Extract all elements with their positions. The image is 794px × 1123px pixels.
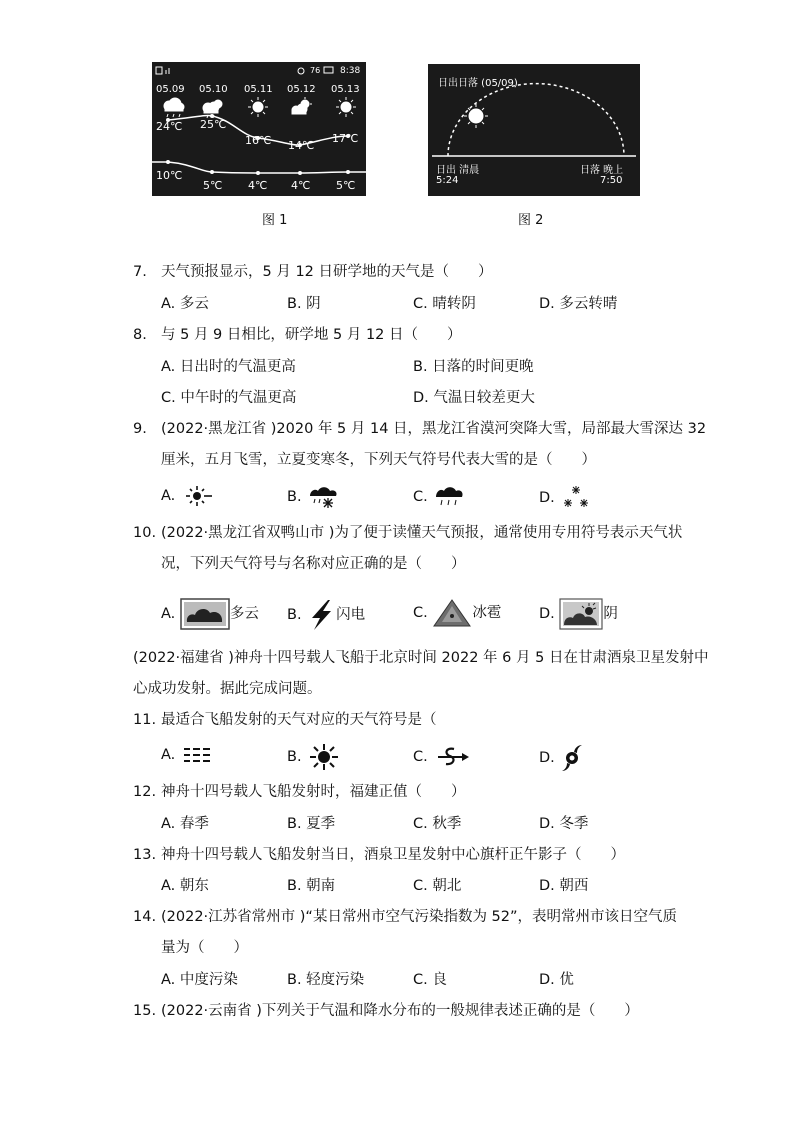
- option-b[interactable]: [287, 598, 365, 632]
- question-text-line-2: 厘米，五月飞雪，立夏变寒冬，下列天气符号代表大雪的是（ ）: [161, 452, 596, 468]
- question-text: (2022·云南省 )下列关于气温和降水分布的一般规律表述正确的是（ ）: [161, 1003, 639, 1019]
- option-a[interactable]: A. 春季: [161, 816, 209, 832]
- hail-icon: [432, 598, 472, 628]
- option-a[interactable]: A. 多云: [161, 296, 209, 312]
- fog-icon: [180, 745, 214, 765]
- option-a[interactable]: [161, 485, 214, 507]
- symbol-name: 多云: [229, 606, 259, 622]
- question-text-line-2: 量为（ ）: [161, 940, 248, 956]
- sunrise-time: 5:24: [436, 175, 459, 186]
- sun-chart-title: 日出日落 (05/09): [438, 78, 518, 89]
- question-number: 15.: [133, 1003, 157, 1019]
- option-d[interactable]: D. 冬季: [539, 816, 589, 832]
- sunset-time: 7:50: [600, 175, 623, 186]
- question-number: 13.: [133, 847, 157, 863]
- option-c[interactable]: C. 秋季: [413, 816, 462, 832]
- question-text-line-1: (2022·黑龙江省双鸭山市 )为了便于读懂天气预报，通常使用专用符号表示天气状: [161, 525, 683, 541]
- forecast-date: 05.11: [244, 84, 273, 95]
- option-d-label: D.: [539, 606, 555, 622]
- high-temp-label: 16℃: [245, 134, 272, 147]
- low-temp-label: 4℃: [291, 179, 311, 192]
- partly-cloudy-icon: [559, 598, 603, 630]
- context-line-2: 心成功发射。据此完成问题。: [133, 681, 322, 697]
- sandstorm-icon: [432, 745, 472, 769]
- option-d[interactable]: D. 多云转晴: [539, 296, 618, 312]
- question-number: 14.: [133, 909, 157, 925]
- status-time: 8:38: [340, 66, 361, 76]
- battery-level: 76: [310, 66, 321, 75]
- question-number: 8.: [133, 327, 147, 343]
- option-c[interactable]: [413, 485, 466, 509]
- question-number: 7.: [133, 264, 147, 280]
- eye-icon: [298, 68, 304, 74]
- rain-icon: [432, 485, 466, 509]
- sun-icon: [464, 104, 488, 128]
- cloud-rain-icon: [164, 98, 184, 117]
- question-number: 9.: [133, 421, 147, 437]
- option-a[interactable]: A. 朝东: [161, 878, 209, 894]
- option-c-label: C.: [413, 605, 428, 621]
- low-temp-label: 5℃: [336, 179, 356, 192]
- option-b[interactable]: [287, 743, 342, 771]
- option-a-label: A.: [161, 606, 176, 622]
- option-d[interactable]: [539, 598, 618, 630]
- low-temp-label: 4℃: [248, 179, 268, 192]
- option-a[interactable]: [161, 598, 259, 630]
- option-a[interactable]: A. 中度污染: [161, 972, 238, 988]
- option-c[interactable]: C. 中午时的气温更高: [161, 390, 297, 406]
- symbol-name: 阴: [603, 606, 618, 622]
- high-temp-label: 17℃: [332, 132, 359, 145]
- typhoon-icon: [559, 743, 585, 773]
- sunny-icon: [306, 743, 342, 771]
- option-c[interactable]: C. 朝北: [413, 878, 462, 894]
- high-temp-label: 25℃: [200, 118, 227, 131]
- option-c-label: C.: [413, 489, 428, 505]
- option-d[interactable]: D. 朝西: [539, 878, 589, 894]
- option-b[interactable]: B. 日落的时间更晚: [413, 359, 534, 375]
- option-a[interactable]: [161, 745, 214, 765]
- option-d-label: D.: [539, 750, 555, 766]
- question-text: 神舟十四号载人飞船发射当日，酒泉卫星发射中心旗杆正午影子（ ）: [161, 847, 625, 863]
- option-c-label: C.: [413, 749, 428, 765]
- option-b[interactable]: B. 夏季: [287, 816, 336, 832]
- clear-weather-icon: [180, 485, 214, 507]
- forecast-date: 05.09: [156, 84, 185, 95]
- battery-icon: [324, 67, 333, 73]
- option-b[interactable]: B. 轻度污染: [287, 972, 365, 988]
- cloud-sun-icon: [292, 97, 312, 114]
- option-b-label: B.: [287, 489, 302, 505]
- option-c[interactable]: [413, 598, 501, 628]
- option-d[interactable]: [539, 743, 585, 773]
- sunrise-sunset-figure: [428, 64, 640, 196]
- question-number: 11.: [133, 712, 157, 728]
- option-b-label: B.: [287, 749, 302, 765]
- forecast-graphics: [152, 62, 366, 196]
- weather-forecast-figure: [152, 62, 366, 196]
- lightning-icon: [306, 598, 336, 632]
- option-d-label: D.: [539, 490, 555, 506]
- status-icon: [156, 67, 162, 74]
- heavy-snow-icon: [559, 485, 593, 511]
- question-text: 天气预报显示，5 月 12 日研学地的天气是（ ）: [161, 264, 493, 280]
- question-text-line-1: (2022·江苏省常州市 )“某日常州市空气污染指数为 52”，表明常州市该日空气质: [161, 909, 678, 925]
- sun-icon: [336, 97, 356, 117]
- option-c[interactable]: [413, 745, 472, 769]
- option-b[interactable]: B. 朝南: [287, 878, 336, 894]
- option-d[interactable]: D. 气温日较差更大: [413, 390, 535, 406]
- high-temp-label: 24℃: [156, 120, 183, 133]
- forecast-date: 05.12: [287, 84, 316, 95]
- option-c[interactable]: C. 晴转阴: [413, 296, 476, 312]
- low-temp-label: 10℃: [156, 169, 183, 182]
- option-d[interactable]: D. 优: [539, 972, 574, 988]
- question-number: 10.: [133, 525, 157, 541]
- figure-2-caption: 图 2: [518, 213, 544, 228]
- question-number: 12.: [133, 784, 157, 800]
- low-temp-label: 5℃: [203, 179, 223, 192]
- option-b[interactable]: [287, 485, 340, 509]
- question-text-line-1: (2022·黑龙江省 )2020 年 5 月 14 日，黑龙江省漠河突降大雪，局部最大雪深达 32: [161, 421, 707, 437]
- high-temp-label: 14℃: [288, 139, 315, 152]
- sun-icon: [248, 97, 268, 117]
- symbol-name: 冰雹: [472, 605, 502, 621]
- question-text: 神舟十四号载人飞船发射时，福建正值（ ）: [161, 784, 466, 800]
- symbol-name: 闪电: [336, 607, 366, 623]
- sunset-label: 日落 晚上: [580, 165, 624, 176]
- cloudy-symbol-icon: [180, 598, 230, 630]
- option-b[interactable]: B. 阴: [287, 296, 321, 312]
- option-a-label: A.: [161, 488, 176, 504]
- rain-snow-icon: [306, 485, 340, 509]
- question-text-line-2: 况，下列天气符号与名称对应正确的是（ ）: [161, 556, 466, 572]
- question-text: 与 5 月 9 日相比，研学地 5 月 12 日（ ）: [161, 327, 462, 343]
- option-d[interactable]: [539, 485, 593, 511]
- option-a[interactable]: A. 日出时的气温更高: [161, 359, 296, 375]
- option-b-label: B.: [287, 607, 302, 623]
- figure-1-caption: 图 1: [262, 213, 288, 228]
- option-c[interactable]: C. 良: [413, 972, 447, 988]
- forecast-date: 05.13: [331, 84, 360, 95]
- option-a-label: A.: [161, 747, 176, 763]
- sunrise-label: 日出 清晨: [436, 165, 480, 176]
- context-line-1: (2022·福建省 )神舟十四号载人飞船于北京时间 2022 年 6 月 5 日在甘肃酒泉卫星发射中: [133, 650, 709, 666]
- question-text: 最适合飞船发射的天气对应的天气符号是（: [161, 712, 437, 728]
- forecast-date: 05.10: [199, 84, 228, 95]
